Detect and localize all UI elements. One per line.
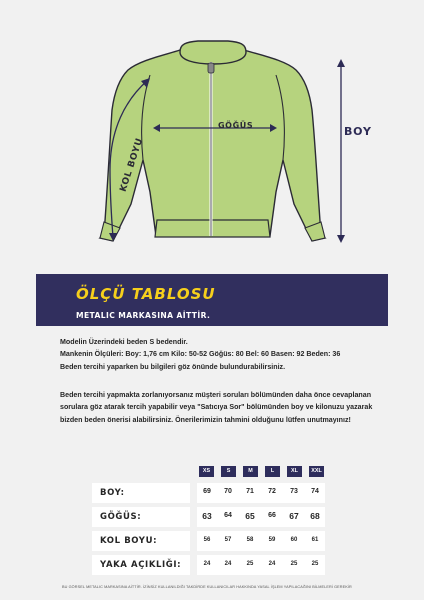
value-cell: 64 [224,512,232,519]
size-s: S [221,466,236,477]
model-hint-line: Beden tercihi yaparken bu bilgileri göz önünde bulundurabilirsiniz. [60,362,286,371]
model-size-line: Modelin Üzerindeki beden S bedendir. [60,338,188,346]
value-cell: 59 [268,537,276,543]
row-label-yaka-acikligi: YAKA AÇIKLIĞI: [100,560,182,570]
model-measurements-line: Mankenin Ölçüleri: Boy: 1,76 cm Kilo: 50-52 Göğüs: 80 Bel: 60 Basen: 92 Beden: 36 [60,350,341,359]
size-m: M [243,466,258,477]
kol-boyu-label: KOL BOYU [118,136,146,194]
table-row [197,483,325,503]
value-cell: 66 [268,512,276,519]
size-l: L [265,466,280,477]
table-row [197,555,325,575]
value-cell: 67 [289,511,299,521]
value-cell: 72 [268,488,276,495]
value-cell: 24 [224,561,232,567]
value-cell: 73 [290,488,298,495]
size-xxl: XXL [309,466,324,477]
banner-subtitle: METALIC MARKASINA AİTTİR. [76,311,211,320]
jacket-collar [180,41,246,64]
value-cell: 69 [203,488,211,495]
row-label-gogus: GÖĞÜS: [100,512,142,522]
value-cell: 61 [311,537,319,543]
size-xs: XS [199,466,214,477]
boy-label: BOY [344,125,372,138]
copyright-footnote: BU GÖRSEL METALIC MARKASINA AİTTİR. İZİNSİZ KULLANILDIĞI TAKDİRDE KULLANICILAR HAKKINDA YASAL İŞLEM YAPILACAĞINI BİLMELERİ GEREKİR [62,585,352,589]
model-info [60,336,374,373]
size-advice [60,389,374,426]
value-cell: 63 [202,511,212,521]
value-cell: 70 [224,488,232,495]
table-row [197,507,325,527]
row-label-boy: BOY: [100,488,125,498]
value-cell: 71 [246,488,254,495]
value-cell: 65 [245,511,255,521]
advice-text: Beden tercihi yapmakta zorlanıyorsanız müşteri soruları bölümünden daha önce cevaplanan sorulara göz atarak tercih yapabilir veya "Satıcıya Sor" bölümünden boy ve kilonuzu yazarak bizden beden önerisi alabilirsiniz. Önerilerimizin tahmini olduğunu lütfen unutmayınız! [60,391,373,424]
gogus-label: GÖĞÜS [218,121,254,130]
table-row [197,531,325,551]
size-xl: XL [287,466,302,477]
value-cell: 68 [310,511,320,521]
value-cell: 25 [311,561,319,567]
value-cell: 25 [246,561,254,567]
value-cell: 24 [203,561,211,567]
value-cell: 25 [290,561,298,567]
value-cell: 58 [246,537,254,543]
value-cell: 24 [268,561,276,567]
value-cell: 57 [224,537,232,543]
value-cell: 56 [203,537,211,543]
value-cell: 74 [311,488,319,495]
row-label-kol-boyu: KOL BOYU: [100,536,158,546]
value-cell: 60 [290,537,298,543]
banner-title: ÖLÇÜ TABLOSU [76,285,216,303]
